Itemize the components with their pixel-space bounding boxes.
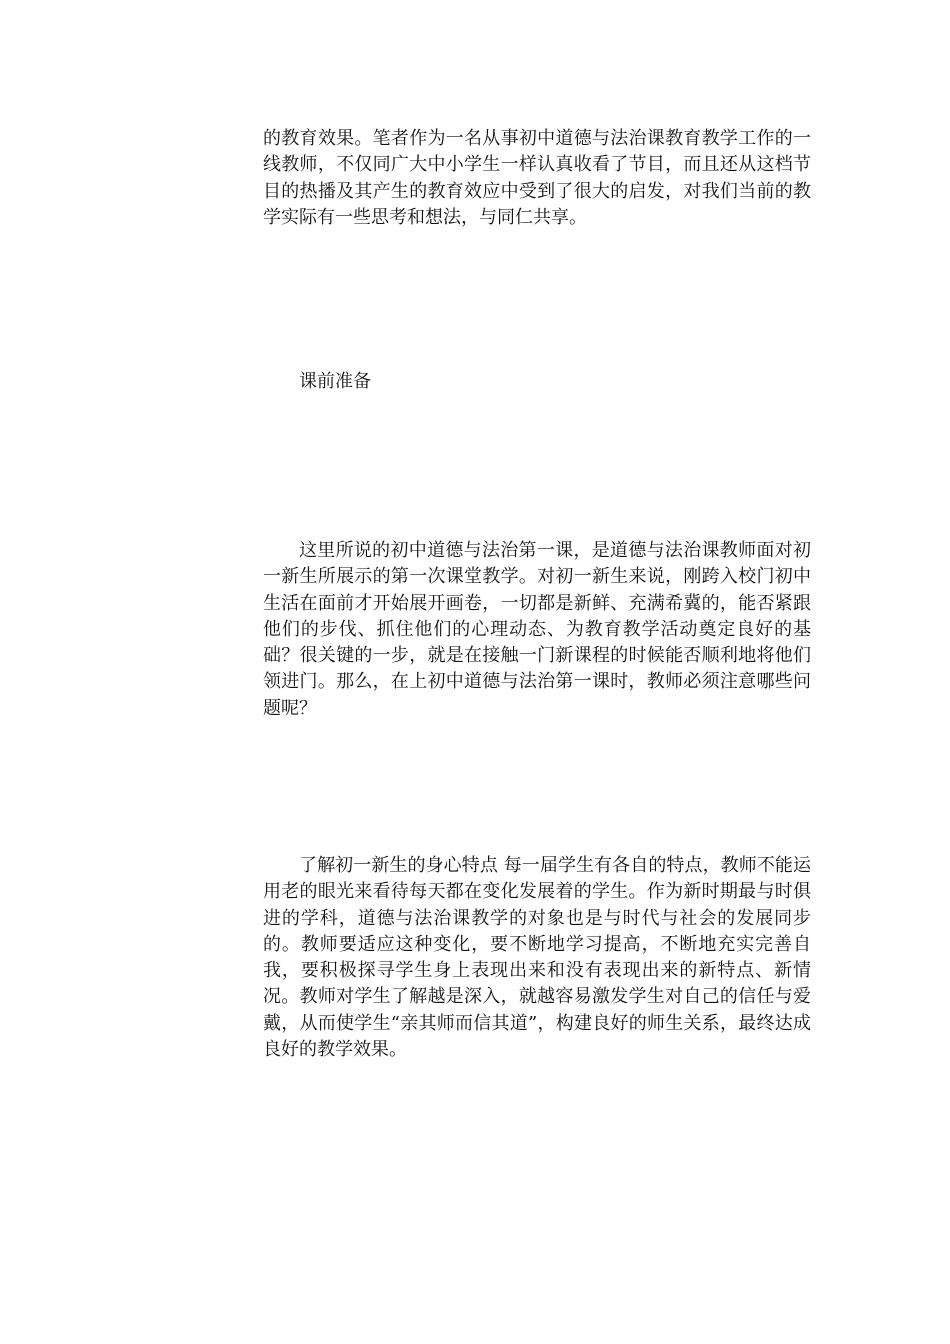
body-paragraph-first-lesson: 这里所说的初中道德与法治第一课，是道德与法治课教师面对初一新生所展示的第一次课堂教学。对初一新生来说，刚跨入校门初中生活在面前才开始展开画卷，一切都是新鲜、充满希冀的，能否紧跟他们的步伐、抓住他们的心理动态、为教育教学活动奠定良好的基础？很关键的一步，就是在接触一门新课程的时候能否顺利地将他们领进门。那么，在上初中道德与法治第一课时，教师必须注意哪些问题呢？ <box>263 540 811 719</box>
section-heading: 课前准备 <box>299 371 371 392</box>
body-paragraph-intro: 的教育效果。笔者作为一名从事初中道德与法治课教育教学工作的一线教师，不仅同广大中小学生一样认真收看了节目，而且还从这档节目的热播及其产生的教育效应中受到了很大的启发，对我们当前的教学实际有一些思考和想法，与同仁共享。 <box>263 128 811 228</box>
body-paragraph-student-traits: 了解初一新生的身心特点 每一届学生有各自的特点，教师不能运用老的眼光来看待每天都在变化发展着的学生。作为新时期最与时俱进的学科，道德与法治课教学的对象也是与时代与社会的发展同步的。教师要适应这种变化，要不断地学习提高，不断地充实完善自我，要积极探寻学生身上表现出来和没有表现出来的新特点、新情况。教师对学生了解越是深入，就越容易激发学生对自己的信任与爱戴，从而使学生“亲其师而信其道”，构建良好的师生关系，最终达成良好的教学效果。 <box>263 855 811 1061</box>
